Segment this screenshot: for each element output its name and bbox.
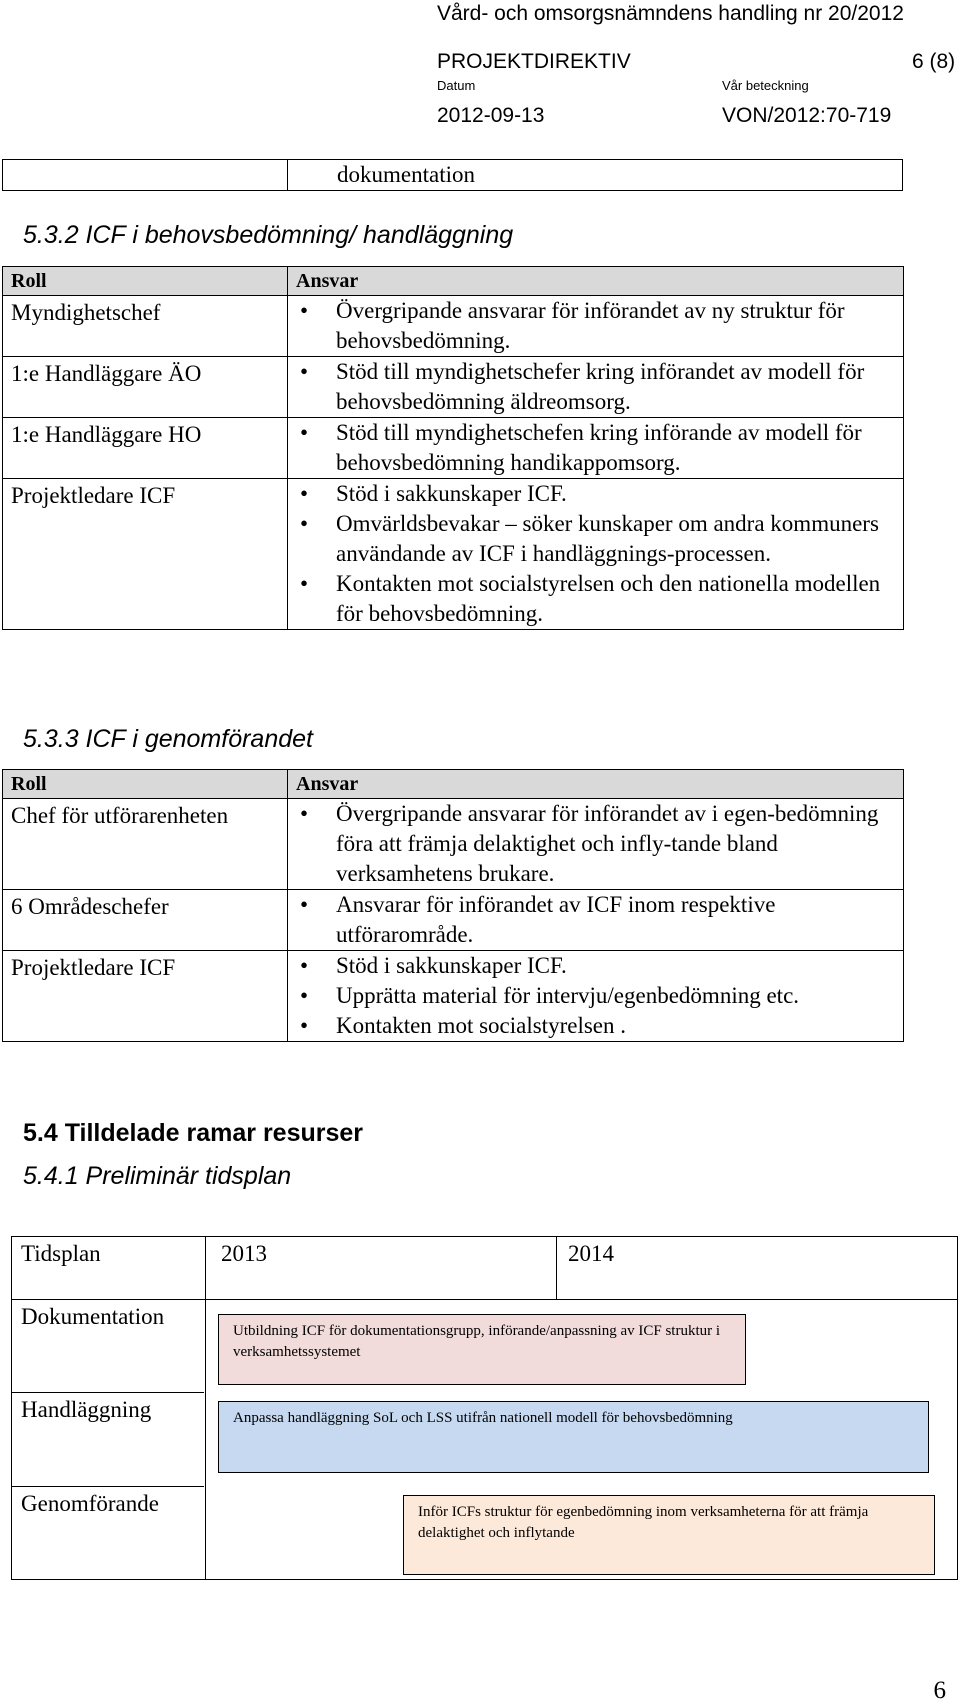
continued-table-row	[2, 159, 903, 191]
table-row	[3, 890, 904, 951]
list-item: • Kontakten mot socialstyrelsen och den nationella modellen för behovsbedömning.	[300, 571, 881, 626]
responsibility-cell	[288, 296, 904, 357]
label-column-divider	[205, 1299, 206, 1579]
bullet-icon: •	[300, 892, 309, 917]
bullet-icon: •	[300, 801, 309, 826]
role-cell: 6 Områdeschefer	[3, 890, 288, 951]
bullet-icon: •	[300, 1013, 309, 1038]
table-header-row	[3, 770, 904, 799]
section-heading-541: 5.4.1 Preliminär tidsplan	[23, 1162, 292, 1190]
table-row	[3, 951, 904, 1042]
page-number: 6	[933, 1677, 946, 1704]
timeline-table	[11, 1236, 958, 1580]
list-item: • Övergripande ansvarar för införandet av i egen-bedömning föra att främja delaktighet och infly-tande bland verksamhetens brukare.	[300, 801, 879, 886]
list-item: • Upprätta material för intervju/egenbedömning etc.	[288, 981, 903, 1011]
role-cell: 1:e Handläggare ÄO	[3, 357, 288, 418]
row-divider	[12, 1486, 204, 1487]
org-handling-title: Vård- och omsorgsnämndens handling nr 20/2012	[437, 2, 904, 25]
table-row	[3, 357, 904, 418]
responsibility-cell	[288, 799, 904, 890]
list-item: • Omvärldsbevakar – söker kunskaper om andra kommuners användande av ICF i handläggnings-processen.	[300, 511, 879, 566]
list-item: • Stöd till myndighetschefer kring införandet av modell för behovsbedömning äldreomsorg.	[300, 359, 865, 414]
column-divider	[287, 160, 288, 190]
column-header-responsibility: Ansvar	[288, 770, 904, 799]
row-label-genomforande: Genomförande	[21, 1491, 159, 1516]
role-cell: 1:e Handläggare HO	[3, 418, 288, 479]
table-row	[3, 418, 904, 479]
bullet-icon: •	[300, 420, 309, 445]
responsibility-cell	[288, 479, 904, 630]
list-item: • Stöd till myndighetschefen kring införande av modell för behovsbedömning handikappomsorg.	[300, 420, 862, 475]
year-2014: 2014	[568, 1241, 614, 1266]
table-header-row	[3, 267, 904, 296]
role-cell: Myndighetschef	[3, 296, 288, 357]
responsibility-cell	[288, 951, 904, 1042]
document-date: 2012-09-13	[437, 104, 545, 127]
list-item: • Stöd i sakkunskaper ICF.	[288, 479, 903, 509]
table-row	[3, 799, 904, 890]
table-row	[3, 296, 904, 357]
section-heading-54: 5.4 Tilldelade ramar resurser	[23, 1119, 364, 1147]
column-header-role: Roll	[3, 267, 288, 296]
bullet-icon: •	[300, 359, 309, 384]
list-item: • Kontakten mot socialstyrelsen .	[288, 1011, 903, 1041]
roles-table-genomforande	[2, 769, 904, 1042]
section-heading-532: 5.3.2 ICF i behovsbedömning/ handläggning	[23, 221, 514, 249]
bullet-icon: •	[300, 983, 309, 1008]
column-header-role: Roll	[3, 770, 288, 799]
responsibility-cell	[288, 418, 904, 479]
column-divider	[205, 1237, 206, 1300]
bullet-icon: •	[300, 298, 309, 323]
date-label: Datum	[437, 78, 476, 93]
role-cell: Projektledare ICF	[3, 479, 288, 630]
list-item: • Stöd i sakkunskaper ICF.	[288, 951, 903, 981]
row-divider	[12, 1392, 204, 1393]
bullet-icon: •	[300, 481, 309, 506]
roles-table-behovsbedomning	[2, 266, 904, 630]
document-type: PROJEKTDIREKTIV	[437, 50, 631, 73]
section-heading-533: 5.3.3 ICF i genomförandet	[23, 725, 313, 753]
timeline-bar-genomforande: Inför ICFs struktur för egenbedömning inom verksamheterna för att främja delaktighet och inflytande	[403, 1495, 935, 1575]
responsibility-cell	[288, 357, 904, 418]
continued-cell-text: dokumentation	[337, 162, 475, 187]
responsibility-cell	[288, 890, 904, 951]
table-row	[3, 479, 904, 630]
bullet-icon: •	[300, 953, 309, 978]
bullet-icon: •	[300, 511, 309, 536]
role-cell: Projektledare ICF	[3, 951, 288, 1042]
row-label-handlaggning: Handläggning	[21, 1397, 152, 1422]
bullet-icon: •	[300, 571, 309, 596]
role-cell: Chef för utförarenheten	[3, 799, 288, 890]
year-2013: 2013	[221, 1241, 267, 1266]
row-label-dokumentation: Dokumentation	[21, 1304, 165, 1329]
timeline-bar-handlaggning: Anpassa handläggning SoL och LSS utifrån nationell modell för behovsbedömning	[218, 1401, 929, 1473]
column-divider	[556, 1237, 557, 1300]
list-item: • Ansvarar för införandet av ICF inom respektive utförarområde.	[300, 892, 776, 947]
header-divider	[12, 1299, 957, 1300]
document-reference: VON/2012:70-719	[722, 104, 892, 127]
page-indicator: 6 (8)	[912, 50, 956, 73]
list-item: • Övergripande ansvarar för införandet av ny struktur för behovsbedömning.	[300, 298, 845, 353]
timeline-bar-dokumentation: Utbildning ICF för dokumentationsgrupp, införande/anpassning av ICF struktur i verksamhetssystemet	[218, 1314, 746, 1385]
column-header-responsibility: Ansvar	[288, 267, 904, 296]
timeline-column-label: Tidsplan	[21, 1241, 101, 1266]
reference-label: Vår beteckning	[722, 78, 809, 93]
